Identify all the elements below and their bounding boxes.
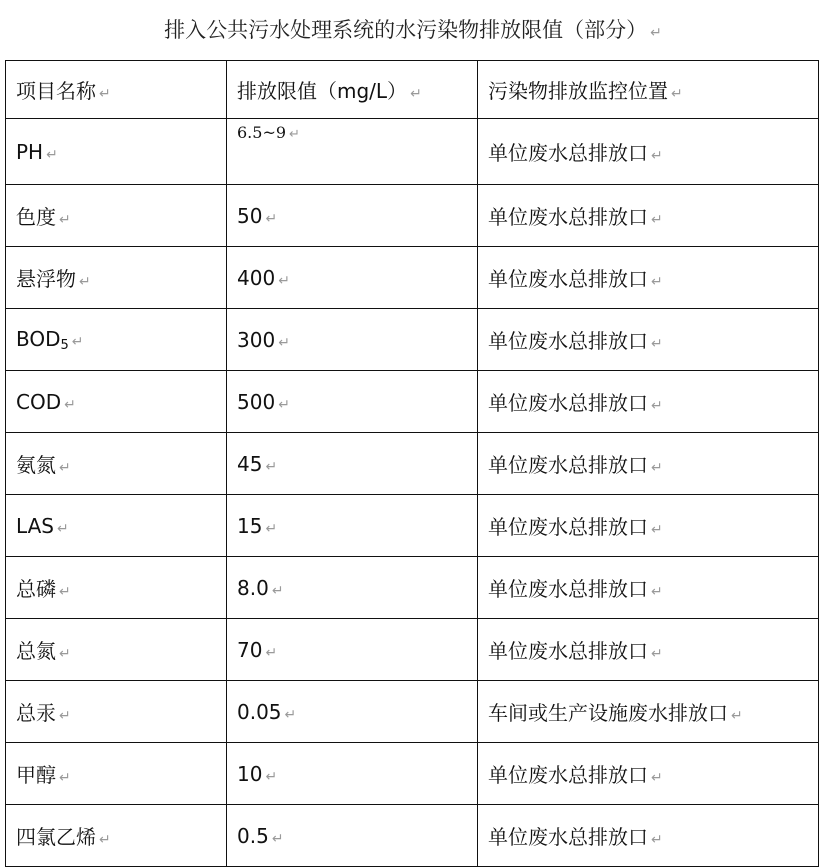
paragraph-mark-icon: ↵: [278, 272, 290, 289]
limit-value: 10: [237, 761, 263, 786]
paragraph-mark-icon: ↵: [99, 86, 111, 102]
cell-item-name: [6, 619, 227, 681]
location-text: 单位废水总排放口: [488, 577, 648, 601]
header-text: 污染物排放监控位置: [488, 79, 668, 103]
paragraph-mark-icon: ↵: [651, 646, 663, 662]
cell-item-name: [6, 309, 227, 371]
location-text: 单位废水总排放口: [488, 639, 648, 663]
cell-limit: [227, 433, 478, 495]
item-name: 悬浮物: [16, 267, 76, 291]
paragraph-mark-icon: ↵: [265, 520, 278, 537]
limit-value: 0.5: [237, 823, 269, 848]
cell-location: [478, 619, 819, 681]
location-text: 单位废水总排放口: [488, 453, 648, 477]
cell-limit: [227, 309, 478, 371]
paragraph-mark-icon: ↵: [271, 830, 284, 847]
paragraph-mark-icon: ↵: [271, 582, 284, 599]
paragraph-mark-icon: ↵: [99, 832, 111, 848]
discharge-limits-table: [5, 60, 819, 867]
cell-location: [478, 557, 819, 619]
header-text: 排放限值（mg/L）: [237, 79, 408, 103]
table-row: [6, 805, 819, 867]
table-row: [6, 743, 819, 805]
cell-location: [478, 433, 819, 495]
cell-limit: [227, 495, 478, 557]
location-text: 单位废水总排放口: [488, 141, 648, 165]
paragraph-mark-icon: ↵: [651, 522, 663, 538]
paragraph-mark-icon: ↵: [71, 333, 84, 350]
cell-location: [478, 247, 819, 309]
paragraph-mark-icon: ↵: [410, 86, 422, 102]
cell-item-name: [6, 433, 227, 495]
header-location: [478, 61, 819, 119]
table-row: [6, 619, 819, 681]
paragraph-mark-icon: ↵: [265, 644, 278, 661]
item-name: LAS: [16, 513, 54, 538]
table-header-row: [6, 61, 819, 119]
paragraph-mark-icon: ↵: [59, 708, 71, 724]
table-row: [6, 371, 819, 433]
item-name: 四氯乙烯: [16, 825, 96, 849]
limit-value: 300: [237, 327, 276, 352]
table-row: [6, 495, 819, 557]
cell-limit: [227, 247, 478, 309]
location-text: 单位废水总排放口: [488, 329, 648, 353]
limit-value: 15: [237, 513, 263, 538]
cell-item-name: [6, 371, 227, 433]
cell-item-name: [6, 557, 227, 619]
title-text: 排入公共污水处理系统的水污染物排放限值（部分）: [164, 18, 648, 42]
limit-value: 50: [237, 203, 263, 228]
paragraph-mark-icon: ↵: [79, 274, 91, 290]
table-row: [6, 247, 819, 309]
table-row: [6, 681, 819, 743]
location-text: 单位废水总排放口: [488, 391, 648, 415]
paragraph-mark-icon: ↵: [651, 398, 663, 414]
cell-location: [478, 309, 819, 371]
paragraph-mark-icon: ↵: [651, 274, 663, 290]
paragraph-mark-icon: ↵: [671, 86, 683, 102]
cell-item-name: [6, 743, 227, 805]
paragraph-mark-icon: ↵: [651, 584, 663, 600]
item-name: COD: [16, 389, 62, 414]
paragraph-mark-icon: ↵: [59, 770, 71, 786]
table-row: [6, 557, 819, 619]
cell-location: [478, 185, 819, 247]
limit-value: 45: [237, 451, 263, 476]
paragraph-mark-icon: ↵: [59, 212, 71, 228]
cell-item-name: [6, 185, 227, 247]
location-text: 单位废水总排放口: [488, 205, 648, 229]
item-name: 总磷: [16, 577, 56, 601]
header-item-name: [6, 61, 227, 119]
limit-value: 0.05: [237, 699, 282, 724]
cell-item-name: [6, 119, 227, 185]
location-text: 单位废水总排放口: [488, 267, 648, 291]
paragraph-mark-icon: ↵: [59, 646, 71, 662]
cell-item-name: [6, 805, 227, 867]
paragraph-mark-icon: ↵: [59, 460, 71, 476]
paragraph-mark-icon: ↵: [64, 396, 76, 413]
item-name: 总氮: [16, 639, 56, 663]
header-limit: [227, 61, 478, 119]
item-name: PH: [16, 139, 44, 164]
table-row: [6, 433, 819, 495]
paragraph-mark-icon: ↵: [284, 706, 297, 723]
location-text: 单位废水总排放口: [488, 825, 648, 849]
item-name: BOD: [16, 326, 61, 351]
location-text: 单位废水总排放口: [488, 515, 648, 539]
limit-value: 8.0: [237, 575, 269, 600]
paragraph-mark-icon: ↵: [651, 148, 663, 164]
paragraph-mark-icon: ↵: [265, 768, 278, 785]
limit-value: 6.5~9: [237, 123, 287, 142]
cell-item-name: [6, 495, 227, 557]
table-row: [6, 309, 819, 371]
item-name: 总汞: [16, 701, 56, 725]
location-text: 车间或生产设施废水排放口: [488, 701, 728, 725]
location-text: 单位废水总排放口: [488, 763, 648, 787]
cell-location: [478, 805, 819, 867]
paragraph-mark-icon: ↵: [278, 334, 290, 351]
paragraph-mark-icon: ↵: [651, 336, 663, 352]
paragraph-mark-icon: ↵: [650, 25, 662, 41]
cell-limit: [227, 557, 478, 619]
paragraph-mark-icon: ↵: [731, 708, 743, 724]
paragraph-mark-icon: ↵: [289, 127, 300, 142]
table-row: [6, 119, 819, 185]
paragraph-mark-icon: ↵: [56, 520, 69, 537]
cell-item-name: [6, 247, 227, 309]
cell-location: [478, 119, 819, 185]
paragraph-mark-icon: ↵: [265, 458, 278, 475]
limit-value: 400: [237, 265, 276, 290]
cell-limit: [227, 119, 478, 185]
item-name: 甲醇: [16, 763, 56, 787]
cell-location: [478, 743, 819, 805]
cell-location: [478, 495, 819, 557]
cell-limit: [227, 681, 478, 743]
cell-limit: [227, 619, 478, 681]
paragraph-mark-icon: ↵: [278, 396, 290, 413]
paragraph-mark-icon: ↵: [265, 210, 278, 227]
table-row: [6, 185, 819, 247]
cell-limit: [227, 805, 478, 867]
item-name: 色度: [16, 205, 56, 229]
cell-limit: [227, 743, 478, 805]
paragraph-mark-icon: ↵: [651, 460, 663, 476]
cell-item-name: [6, 681, 227, 743]
item-name-subscript: 5: [60, 337, 69, 353]
cell-limit: [227, 185, 478, 247]
cell-location: [478, 681, 819, 743]
paragraph-mark-icon: ↵: [651, 832, 663, 848]
paragraph-mark-icon: ↵: [651, 770, 663, 786]
paragraph-mark-icon: ↵: [59, 584, 71, 600]
paragraph-mark-icon: ↵: [651, 212, 663, 228]
cell-limit: [227, 371, 478, 433]
cell-location: [478, 371, 819, 433]
paragraph-mark-icon: ↵: [46, 146, 58, 163]
header-text: 项目名称: [16, 79, 96, 103]
item-name: 氨氮: [16, 453, 56, 477]
limit-value: 500: [237, 389, 276, 414]
document-title: [0, 16, 826, 47]
limit-value: 70: [237, 637, 263, 662]
